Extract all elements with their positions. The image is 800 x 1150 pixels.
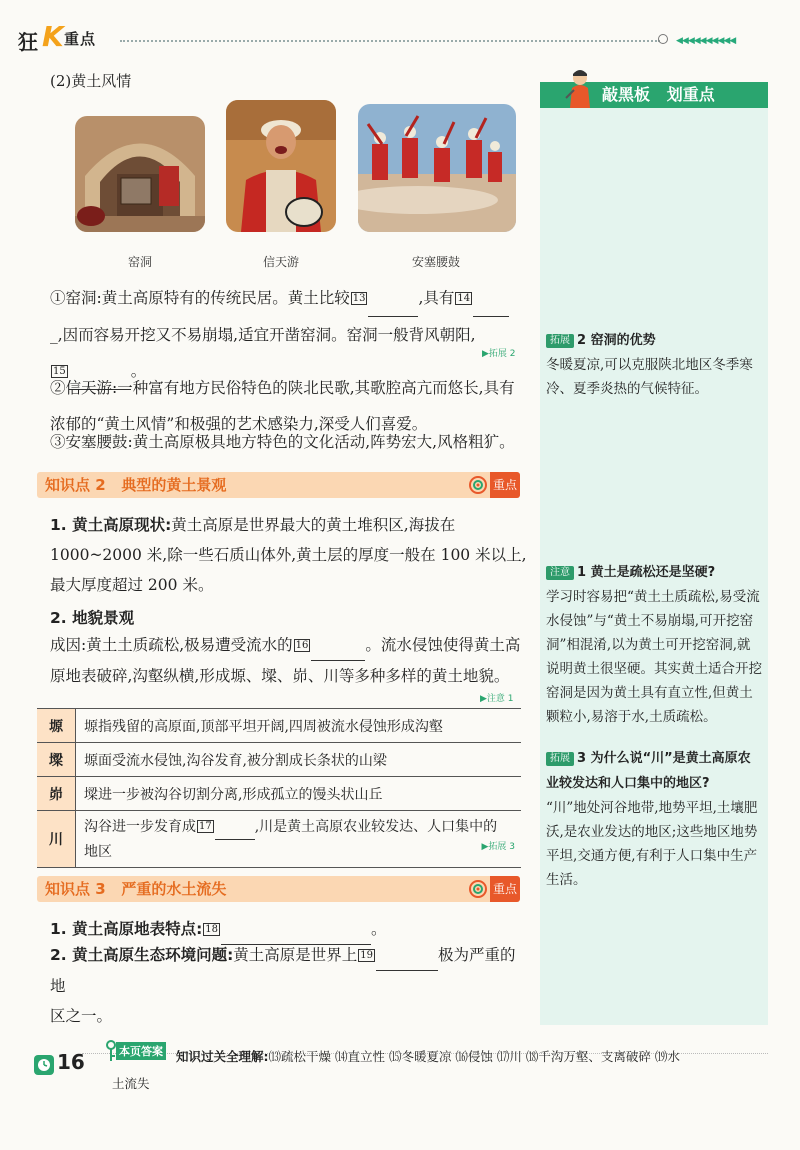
key-badge: 重点 [490, 876, 520, 902]
landform-name: 墚 [37, 743, 76, 777]
extension-title: 2 窑洞的优势 [577, 333, 656, 348]
photo-cave-dwelling [75, 116, 205, 232]
item-eco-problem [50, 940, 530, 1031]
key-badge: 重点 [490, 472, 520, 498]
blank-number: 18 [205, 924, 219, 935]
paragraph-xintianyou: ②信天游:一种富有地方民俗特色的陕北民歌,其歌腔高亢而悠长,具有浓郁的“黄土风情”和极强的艺术感染力,深受人们喜爱。 [50, 379, 515, 433]
header-arrows-icon: ◀◀◀◀◀◀◀◀◀◀ [676, 36, 736, 46]
teacher-icon [562, 68, 594, 108]
answer-blank[interactable] [376, 940, 438, 971]
eco-text-a: 黄土高原是世界上 [233, 946, 358, 964]
chuan-text-c: 地区 [84, 843, 112, 860]
blank-number: 14 [457, 293, 471, 304]
extension-text: 冬暖夏凉,可以克服陕北地区冬季寒冷、夏季炎热的气候特征。 [546, 357, 753, 397]
sidebar-extension-3 [546, 746, 762, 892]
landform-desc: 墚进一步被沟谷切割分离,形成孤立的馒头状山丘 [76, 777, 522, 811]
sidebar-header [540, 82, 768, 108]
table-row [37, 811, 521, 868]
table-row [37, 709, 521, 743]
blank-number: 19 [360, 950, 374, 961]
answer-key-label: 知识过关全理解: [176, 1049, 269, 1064]
blank-number: 13 [352, 293, 366, 304]
header-ring-icon [658, 34, 668, 44]
knowledge-point-3-title: 知识点 3 严重的水土流失 [45, 880, 227, 898]
extension-tag: 拓展 [546, 334, 574, 348]
section-title: (2)黄土风情 [50, 72, 132, 90]
paragraph-waist-drum: ③安塞腰鼓:黄土高原极具地方特色的文化活动,阵势宏大,风格粗犷。 [50, 433, 515, 451]
item-head: 1. 黄土高原现状: [50, 516, 172, 534]
target-icon [468, 475, 488, 495]
logo-char-1: 狂 [18, 30, 38, 54]
answer-label [104, 1040, 172, 1062]
page-number-text: 16 [57, 1050, 85, 1074]
answer-label-text: 本页答案 [116, 1042, 166, 1060]
landform-table [37, 708, 521, 868]
caption-xintianyou: 信天游 [262, 255, 299, 269]
answer-key-continued: 土流失 [112, 1076, 150, 1091]
table-row [37, 777, 521, 811]
photo-xintianyou [226, 100, 336, 232]
extension-text: “川”地处河谷地带,地势平坦,土壤肥沃,是农业发达的地区;这些地区地势平坦,交通方便,有利于人口集中生产生活。 [546, 800, 758, 888]
blank-number: 15 [53, 366, 66, 377]
caption-cave: 窑洞 [127, 255, 152, 269]
extension-title: 3 为什么说“川”是黄土高原农业较发达和人口集中的地区? [546, 751, 751, 791]
item-head: 1. 黄土高原地表特点: [50, 920, 203, 938]
photo-ansai-waist-drum [358, 104, 516, 232]
item-landform-cause [50, 630, 522, 691]
p1-text-b: ,具有 [418, 289, 455, 307]
knowledge-point-3-bar [37, 876, 520, 902]
item-landform-head-wrap [50, 603, 530, 633]
table-row [37, 743, 521, 777]
ref-note-1[interactable]: ▶注意 1 [480, 694, 514, 704]
answer-blank[interactable] [215, 815, 255, 840]
sidebar-extension-2 [546, 328, 762, 401]
ref-extension-3[interactable]: ▶拓展 3 [481, 842, 515, 852]
note-tag: 注意 [546, 566, 574, 580]
landform-desc: 塬面受流水侵蚀,沟谷发育,被分割成长条状的山梁 [76, 743, 522, 777]
chuan-text-b: ,川是黄土高原农业较发达、人口集中的 [254, 818, 498, 835]
cause-text-a: 成因:黄土土质疏松,极易遭受流水的 [50, 636, 293, 654]
sidebar-title: 敲黑板 划重点 [602, 85, 715, 104]
landform-name: 川 [37, 811, 76, 868]
ref-extension-2[interactable]: ▶拓展 2 [482, 349, 516, 359]
extension-tag: 拓展 [546, 752, 574, 766]
sidebar-note-1 [546, 560, 762, 729]
item-loess-status [50, 510, 530, 600]
p1-text-d: 。 [130, 362, 147, 380]
logo-k: K [42, 20, 64, 53]
landform-name: 塬 [37, 709, 76, 743]
knowledge-point-2-bar [37, 472, 520, 498]
blank-number: 16 [295, 640, 309, 651]
answer-blank[interactable] [311, 630, 365, 661]
brand-logo [18, 20, 123, 54]
note-text: 学习时容易把“黄土土质疏松,易受流水侵蚀”与“黄土不易崩塌,可开挖窑洞”相混淆,以为黄土可开挖窑洞,就说明黄土很坚硬。其实黄土适合开挖窑洞是因为黄土具有直立性,但黄土颗粒小,易溶于水,土质疏松。 [546, 589, 762, 725]
clock-icon [33, 1054, 55, 1076]
knowledge-point-2-title: 知识点 2 典型的黄土景观 [45, 476, 227, 494]
page-number [33, 1050, 83, 1078]
answer-blank[interactable] [368, 280, 418, 317]
note-title: 1 黄土是疏松还是坚硬? [577, 565, 716, 580]
answer-key [176, 1044, 776, 1070]
target-icon [468, 879, 488, 899]
answer-key-items: ⒀疏松干燥 ⒁直立性 ⒂冬暖夏凉 ⒃侵蚀 ⒄川 ⒅千沟万壑、支离破碎 ⒆水 [268, 1049, 680, 1064]
item-head: 2. 黄土高原生态环境问题: [50, 946, 234, 964]
landform-desc: 塬指残留的高原面,顶部平坦开阔,四周被流水侵蚀形成沟壑 [76, 709, 522, 743]
eco-text-b: 极为严重的地 [50, 946, 516, 995]
logo-char-2: 重点 [64, 30, 97, 48]
item-end: 。 [371, 920, 387, 938]
blank-number: 17 [199, 820, 212, 832]
landform-desc [76, 811, 522, 868]
cause-text-b: 。流水侵蚀使得黄土高原地表破碎,沟壑纵横,形成塬、墚、峁、川等多种多样的黄土地貌。 [50, 636, 521, 685]
p1-text-a: ①窑洞:黄土高原特有的传统民居。黄土比较 [50, 289, 350, 307]
landform-name: 峁 [37, 777, 76, 811]
chuan-text-a: 沟谷进一步发育成 [84, 818, 196, 835]
item-text: 黄土高原是世界最大的黄土堆积区,海拔在 1000~2000 米,除一些石质山体外,黄土层的厚度一般在 100 米以上,最大厚度超过 200 米。 [50, 516, 527, 594]
eco-text-c: 区之一。 [50, 1007, 113, 1025]
answer-blank[interactable] [473, 280, 509, 317]
caption-drum: 安塞腰鼓 [411, 255, 460, 269]
header-dotted-rule [120, 40, 660, 42]
p1-text-c: _,因而容易开挖又不易崩塌,适宜开凿窑洞。窑洞一般背风朝阳, [50, 326, 476, 344]
item-head: 2. 地貌景观 [50, 609, 135, 627]
